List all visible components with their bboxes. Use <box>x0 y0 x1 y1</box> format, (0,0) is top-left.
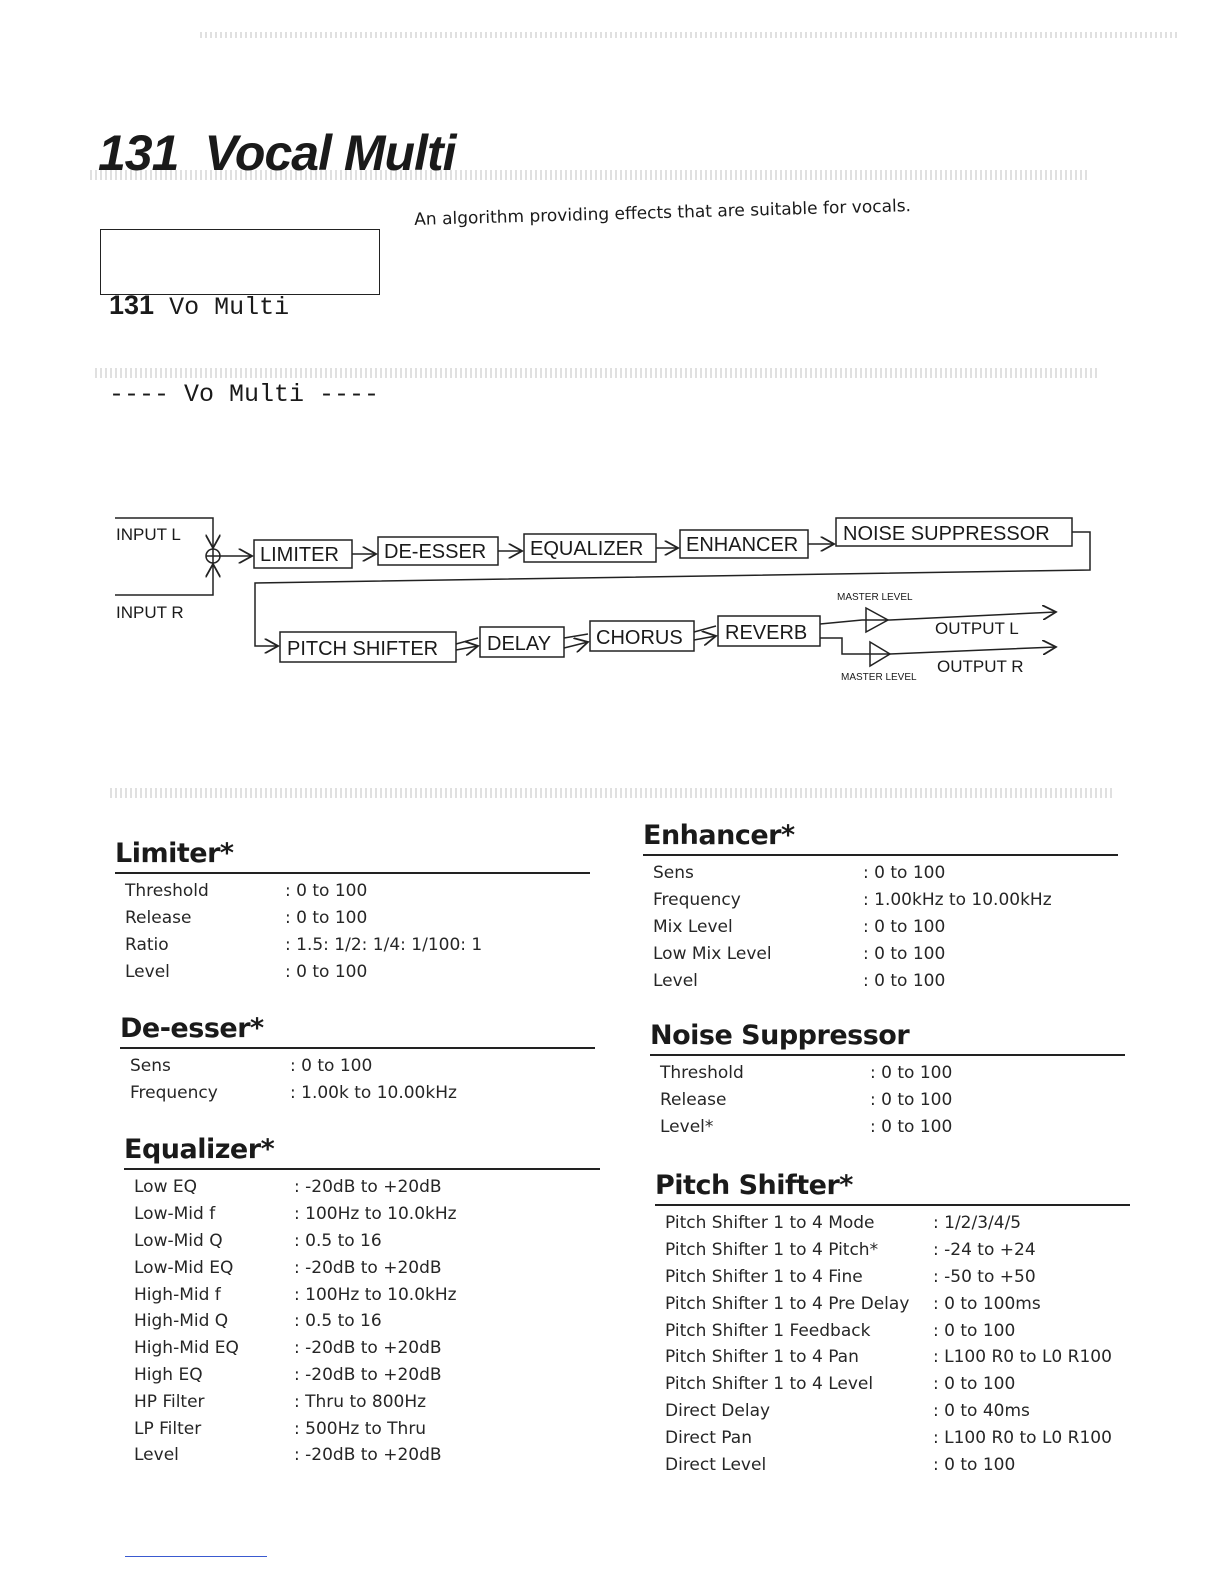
param-range: : 0 to 100 <box>870 1116 953 1137</box>
param-range: : 0 to 100 <box>863 970 946 991</box>
param-range: : 0 to 100 <box>285 961 368 982</box>
param-name: Low Mix Level <box>653 943 772 964</box>
param-name: Low-Mid EQ <box>134 1257 234 1278</box>
param-range: : 1.00k to 10.00kHz <box>290 1083 457 1104</box>
equalizer-params <box>134 1174 457 1469</box>
param-row <box>660 1060 952 1087</box>
param-range: : L100 R0 to L0 R100 <box>933 1347 1112 1368</box>
param-range: : 500Hz to Thru <box>294 1418 427 1439</box>
param-range: : 0 to 100 <box>863 943 946 964</box>
param-range: : 1/2/3/4/5 <box>933 1213 1022 1234</box>
param-row <box>665 1317 1112 1344</box>
param-name: Sens <box>653 863 694 884</box>
param-name: Threshold <box>125 881 209 902</box>
param-range: : 0 to 100 <box>870 1090 953 1111</box>
noise-suppressor-rule <box>650 1054 1125 1056</box>
param-row <box>125 932 482 959</box>
chorus-label: CHORUS <box>596 627 683 649</box>
param-range: : 0 to 40ms <box>933 1400 1030 1421</box>
param-row <box>665 1237 1112 1264</box>
param-name: Frequency <box>653 890 741 911</box>
param-row <box>125 878 482 905</box>
param-range: : Thru to 800Hz <box>294 1391 427 1412</box>
noise-suppressor-params <box>660 1060 952 1140</box>
scan-artifact-top <box>200 32 1180 38</box>
lcd-display <box>100 229 380 409</box>
param-row <box>653 967 1052 994</box>
de-esser-section <box>120 1013 595 1107</box>
enhancer-params <box>653 860 1052 994</box>
param-range: : -20dB to +20dB <box>294 1364 442 1385</box>
param-name: Direct Delay <box>665 1400 771 1421</box>
de-esser-label: DE-ESSER <box>384 541 487 563</box>
param-name: Level <box>653 970 698 991</box>
equalizer-label: EQUALIZER <box>530 538 644 560</box>
param-row <box>134 1174 457 1201</box>
algorithm-title: Vocal Multi <box>204 125 456 181</box>
param-name: Direct Level <box>665 1454 767 1475</box>
param-name: Ratio <box>125 934 169 955</box>
param-name: Level <box>125 961 170 982</box>
param-range: : -20dB to +20dB <box>294 1177 442 1198</box>
param-range: : 0.5 to 16 <box>294 1311 382 1332</box>
pitch-shifter-rule <box>655 1204 1130 1206</box>
param-row <box>130 1053 457 1080</box>
lcd-line-2: ---- Vo Multi ---- <box>109 380 380 409</box>
param-range: : 0 to 100 <box>290 1056 373 1077</box>
param-row <box>665 1451 1112 1478</box>
param-name: Low-Mid Q <box>134 1230 223 1251</box>
param-name: Low-Mid f <box>134 1204 216 1225</box>
param-range: : 100Hz to 10.0kHz <box>294 1284 457 1305</box>
param-row <box>125 958 482 985</box>
param-range: : 0 to 100ms <box>933 1293 1041 1314</box>
equalizer-section <box>124 1134 600 1469</box>
param-row <box>660 1087 952 1114</box>
master-level-top-label: MASTER LEVEL <box>837 592 913 603</box>
param-range: : 100Hz to 10.0kHz <box>294 1204 457 1225</box>
param-range: : -50 to +50 <box>933 1266 1036 1287</box>
noise-suppressor-heading: Noise Suppressor <box>650 1020 910 1051</box>
param-range: : -20dB to +20dB <box>294 1338 442 1359</box>
input-r-label: INPUT R <box>116 603 184 622</box>
pitch-shifter-heading: Pitch Shifter* <box>655 1170 853 1201</box>
param-name: Pitch Shifter 1 to 4 Pitch* <box>665 1240 879 1261</box>
param-row <box>665 1424 1112 1451</box>
page-title <box>98 125 456 181</box>
footer-rule <box>125 1556 267 1557</box>
param-row <box>130 1080 457 1107</box>
limiter-label: LIMITER <box>260 544 339 566</box>
de-esser-params <box>130 1053 457 1107</box>
param-name: High EQ <box>134 1364 203 1385</box>
reverb-label: REVERB <box>725 622 808 644</box>
param-row <box>665 1264 1112 1291</box>
param-range: : 0.5 to 16 <box>294 1230 382 1251</box>
param-name: Pitch Shifter 1 to 4 Fine <box>665 1266 863 1287</box>
param-name: High-Mid Q <box>134 1311 229 1332</box>
limiter-params <box>125 878 482 985</box>
param-name: Release <box>660 1090 727 1111</box>
param-row <box>665 1398 1112 1425</box>
de-esser-rule <box>120 1047 595 1049</box>
param-name: Pitch Shifter 1 Feedback <box>665 1320 871 1341</box>
enhancer-heading: Enhancer* <box>643 820 795 851</box>
param-row <box>134 1254 457 1281</box>
output-r-line <box>820 638 1056 654</box>
param-row <box>134 1308 457 1335</box>
enhancer-rule <box>643 854 1118 856</box>
param-row <box>134 1201 457 1228</box>
param-range: : 1.5: 1/2: 1/4: 1/100: 1 <box>285 934 483 955</box>
param-range: : 0 to 100 <box>285 881 368 902</box>
param-name: Level <box>134 1445 179 1466</box>
param-range: : -20dB to +20dB <box>294 1257 442 1278</box>
param-row <box>665 1290 1112 1317</box>
scan-artifact-lower <box>110 788 1115 798</box>
param-name: Release <box>125 908 192 929</box>
input-l-label: INPUT L <box>116 525 181 544</box>
enhancer-label: ENHANCER <box>686 534 799 556</box>
param-name: High-Mid f <box>134 1284 221 1305</box>
param-name: Frequency <box>130 1083 218 1104</box>
param-row <box>665 1371 1112 1398</box>
equalizer-heading: Equalizer* <box>124 1134 275 1165</box>
limiter-section <box>115 838 590 985</box>
param-range: : L100 R0 to L0 R100 <box>933 1427 1112 1448</box>
param-row <box>660 1114 952 1141</box>
delay-label: DELAY <box>487 633 552 655</box>
signal-flow-diagram <box>100 500 1100 700</box>
param-row <box>134 1362 457 1389</box>
param-row <box>134 1442 457 1469</box>
param-name: Mix Level <box>653 916 733 937</box>
param-name: High-Mid EQ <box>134 1338 239 1359</box>
param-range: : 0 to 100 <box>863 916 946 937</box>
pitch-shifter-label: PITCH SHIFTER <box>287 638 439 660</box>
limiter-rule <box>115 872 590 874</box>
enhancer-section <box>643 820 1118 994</box>
param-name: Level* <box>660 1116 714 1137</box>
param-row <box>653 860 1052 887</box>
lcd-number: 131 <box>109 290 155 320</box>
param-name: HP Filter <box>134 1391 205 1412</box>
param-row <box>134 1281 457 1308</box>
param-range: : 0 to 100 <box>933 1374 1016 1395</box>
equalizer-rule <box>124 1168 600 1170</box>
param-range: : 0 to 100 <box>933 1454 1016 1475</box>
lcd-name: Vo Multi <box>169 293 290 322</box>
de-esser-heading: De-esser* <box>120 1013 264 1044</box>
param-name: Pitch Shifter 1 to 4 Pre Delay <box>665 1293 910 1314</box>
noise-suppressor-section <box>650 1020 1125 1140</box>
param-row <box>134 1228 457 1255</box>
param-row <box>665 1210 1112 1237</box>
param-name: Sens <box>130 1056 171 1077</box>
param-name: Pitch Shifter 1 to 4 Pan <box>665 1347 859 1368</box>
param-range: : -20dB to +20dB <box>294 1445 442 1466</box>
param-row <box>134 1335 457 1362</box>
param-name: Direct Pan <box>665 1427 752 1448</box>
param-name: Low EQ <box>134 1177 198 1198</box>
output-l-label: OUTPUT L <box>935 619 1019 638</box>
output-r-label: OUTPUT R <box>937 657 1024 676</box>
param-range: : 1.00kHz to 10.00kHz <box>863 890 1052 911</box>
pitch-shifter-params <box>665 1210 1112 1478</box>
param-name: LP Filter <box>134 1418 202 1439</box>
param-row <box>653 940 1052 967</box>
lcd-line-1 <box>109 291 371 322</box>
param-range: : 0 to 100 <box>285 908 368 929</box>
pitch-shifter-section <box>655 1170 1130 1478</box>
param-name: Threshold <box>660 1063 744 1084</box>
param-range: : 0 to 100 <box>933 1320 1016 1341</box>
param-name: Pitch Shifter 1 to 4 Level <box>665 1374 874 1395</box>
noise-suppressor-label: NOISE SUPPRESSOR <box>843 523 1050 545</box>
param-range: : 0 to 100 <box>863 863 946 884</box>
param-row <box>134 1388 457 1415</box>
param-row <box>653 887 1052 914</box>
param-row <box>665 1344 1112 1371</box>
limiter-heading: Limiter* <box>115 838 234 869</box>
param-range: : 0 to 100 <box>870 1063 953 1084</box>
param-row <box>653 914 1052 941</box>
master-level-bottom-label: MASTER LEVEL <box>841 672 917 683</box>
algorithm-number: 131 <box>98 125 179 181</box>
param-row <box>125 905 482 932</box>
param-range: : -24 to +24 <box>933 1240 1036 1261</box>
param-name: Pitch Shifter 1 to 4 Mode <box>665 1213 875 1234</box>
intro-text: An algorithm providing effects that are suitable for vocals. <box>414 196 912 230</box>
input-r-line <box>115 564 213 595</box>
param-row <box>134 1415 457 1442</box>
